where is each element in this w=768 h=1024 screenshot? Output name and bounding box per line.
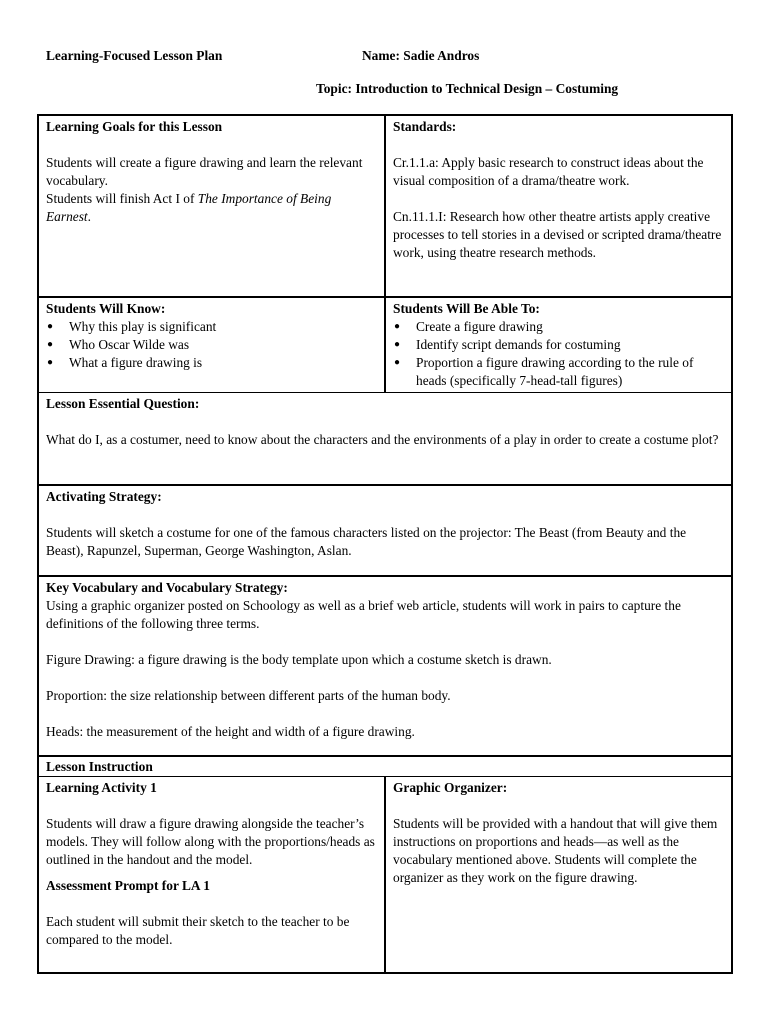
- learning-activity-heading: Learning Activity 1: [46, 779, 157, 795]
- essential-question-cell: [38, 393, 732, 485]
- activating-strategy-cell: [38, 485, 732, 576]
- learning-goal-2: [46, 190, 378, 226]
- lesson-plan-table: [37, 114, 733, 974]
- author-name: Name: Sadie Andros: [362, 48, 480, 63]
- graphic-organizer-cell: [385, 776, 732, 973]
- students-will-know-cell: [38, 297, 385, 393]
- list-item: ● Who Oscar Wilde was: [46, 336, 378, 354]
- students-able-to-heading: Students Will Be Able To:: [393, 301, 540, 316]
- list-item: ● Identify script demands for costuming: [393, 336, 725, 354]
- assessment-prompt-heading: Assessment Prompt for LA 1: [46, 877, 210, 893]
- vocab-term-proportion: Proportion: the size relationship between different parts of the human body.: [46, 687, 451, 703]
- lesson-instruction-heading: Lesson Instruction: [46, 758, 153, 774]
- learning-goals-heading: Learning Goals for this Lesson: [46, 119, 223, 134]
- list-item: ● Proportion a figure drawing according to the rule of heads (specifically 7-head-tall figures): [393, 354, 725, 390]
- students-able-to-cell: [385, 297, 732, 393]
- play-title: The Importance of Being Earnest: [46, 191, 332, 224]
- standards-heading: Standards:: [393, 119, 457, 134]
- learning-activity-cell: [38, 776, 385, 973]
- graphic-organizer-text: Students will be provided with a handout that will give them instructions on proportions and heads—as well as the vocabulary mentioned above. Students will complete the organizer as they work on the figure drawing.: [393, 815, 718, 885]
- graphic-organizer-heading: Graphic Organizer:: [393, 779, 508, 795]
- learning-goal-2-text: Students will finish Act I of: [46, 191, 198, 206]
- list-item: ● What a figure drawing is: [46, 354, 378, 372]
- learning-goals-cell: [38, 115, 385, 297]
- vocabulary-strategy-text: Using a graphic organizer posted on Schoology as well as a brief web article, students will work in pairs to capture the definitions of the following three terms.: [46, 597, 681, 631]
- vocabulary-cell: [38, 576, 732, 756]
- learning-goal-1: Students will create a figure drawing and learn the relevant vocabulary.: [46, 155, 363, 188]
- lesson-instruction-cell: [38, 756, 732, 777]
- students-will-know-heading: Students Will Know:: [46, 301, 166, 316]
- activating-strategy-text: Students will sketch a costume for one of the famous characters listed on the projector: The Beast (from Beauty and the Beast), Rapunzel, Superman, George Washington, Aslan.: [46, 524, 687, 558]
- learning-activity-row: [38, 776, 732, 973]
- know-able-row: [38, 297, 732, 393]
- essential-question-row: [38, 393, 732, 485]
- standard-cn: Cn.11.1.I: Research how other theatre artists apply creative processes to tell stories in a devised or scripted drama/theatre work, using theatre research methods.: [393, 209, 722, 260]
- standards-cell: [385, 115, 732, 297]
- lesson-instruction-row: [38, 756, 732, 777]
- learning-activity-text: Students will draw a figure drawing alongside the teacher’s models. They will follow along with the proportions/heads as outlined in the handout and the model.: [46, 815, 375, 867]
- goals-standards-row: [38, 115, 732, 297]
- standard-cr: Cr.1.1.a: Apply basic research to construct ideas about the visual composition of a drama/theatre work.: [393, 155, 704, 188]
- vocab-term-heads: Heads: the measurement of the height and width of a figure drawing.: [46, 723, 415, 739]
- vocabulary-row: [38, 576, 732, 756]
- able-list: [393, 318, 725, 390]
- assessment-prompt-text: Each student will submit their sketch to the teacher to be compared to the model.: [46, 913, 350, 947]
- list-item: ● Create a figure drawing: [393, 318, 725, 336]
- activating-strategy-heading: Activating Strategy:: [46, 488, 162, 504]
- plan-title: Learning-Focused Lesson Plan: [46, 48, 223, 63]
- know-list: [46, 318, 378, 372]
- list-item: ● Why this play is significant: [46, 318, 378, 336]
- vocabulary-heading: Key Vocabulary and Vocabulary Strategy:: [46, 579, 288, 595]
- essential-question-text: What do I, as a costumer, need to know about the characters and the environments of a play in order to create a costume plot?: [46, 432, 719, 447]
- activating-strategy-row: [38, 485, 732, 576]
- vocab-term-figure-drawing: Figure Drawing: a figure drawing is the body template upon which a costume sketch is drawn.: [46, 651, 552, 667]
- essential-question-heading: Lesson Essential Question:: [46, 396, 200, 411]
- learning-goal-2-end: .: [87, 209, 92, 224]
- lesson-topic: Topic: Introduction to Technical Design – Costuming: [316, 81, 619, 96]
